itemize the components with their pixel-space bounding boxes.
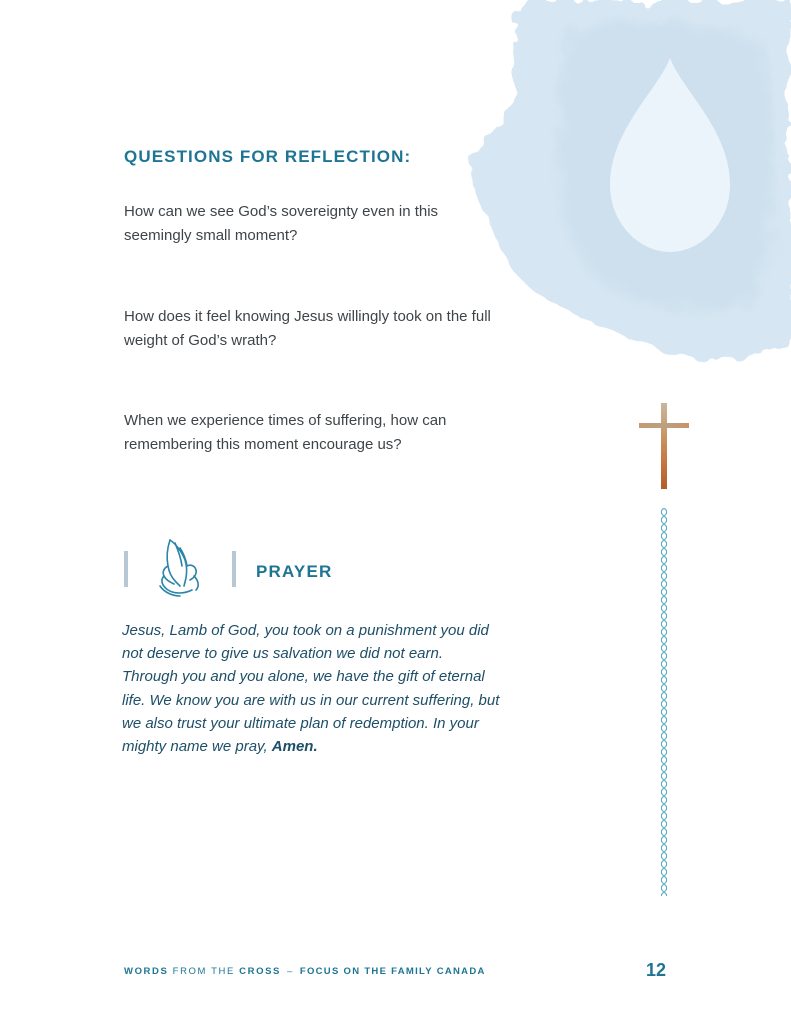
prayer-amen: Amen.	[271, 738, 318, 756]
footer-title	[124, 966, 486, 977]
chain-divider	[658, 508, 670, 896]
cross-icon	[636, 402, 692, 490]
footer-title-words: WORDS	[124, 966, 169, 977]
page-number: 12	[646, 960, 667, 980]
footer-separator: –	[286, 966, 294, 977]
prayer-text: Jesus, Lamb of God, you took on a punishment you did not deserve to give us salvation we did not earn. Through you and you alone, we have the gift of eternal life. We know you are with us in our current suffering, but we also trust your ultimate plan of redemption. In your mighty name we pray,	[122, 622, 500, 756]
praying-hands-icon	[154, 536, 212, 598]
footer-organization: FOCUS ON THE FAMILY CANADA	[299, 966, 486, 977]
reflection-question-3: When we experience times of suffering, how can remembering this moment encourage us?	[124, 412, 447, 453]
reflection-heading: QUESTIONS FOR REFLECTION:	[124, 147, 412, 166]
prayer-bar-right	[232, 551, 236, 587]
reflection-question-2: How does it feel knowing Jesus willingly took on the full weight of God’s wrath?	[124, 308, 491, 349]
footer-title-cross: CROSS	[239, 966, 281, 977]
water-drop-watercolor	[460, 0, 791, 370]
prayer-body	[122, 619, 502, 758]
prayer-title: PRAYER	[256, 562, 333, 581]
footer-title-from-the: FROM THE	[172, 966, 235, 977]
prayer-bar-left	[124, 551, 128, 587]
reflection-question-1: How can we see God’s sovereignty even in this seemingly small moment?	[124, 203, 439, 244]
